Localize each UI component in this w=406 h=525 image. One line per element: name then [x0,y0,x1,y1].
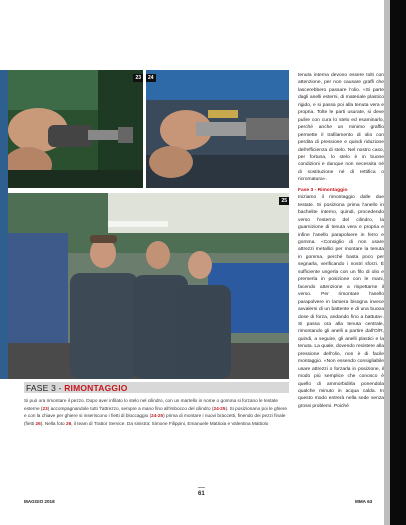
article-column [298,72,384,410]
left-photo-edge [0,70,8,379]
photo-team-image [8,193,289,379]
edge-bar-black [390,0,406,525]
caption-title-emphasis: RIMONTAGGIO [64,383,128,393]
section-subtitle: Fase 3 - Rimontaggio [298,187,348,193]
caption-ref: 23 [42,405,48,411]
caption-text: Si può ora rimontare il pezzo. Dopo aver infilato lo stelo nel cilindro, con un martello in nome o gomma si forzano le testate esterne ( [24,398,279,411]
footer-date: MAGGIO 2018 [24,499,55,504]
photo-team [8,193,289,379]
caption-text: ). Si posizionano poi le ghiere e con la chiave per ghiere si inseriscono i fietti di bloccaggio ( [24,405,288,419]
photo-rod-insertion [146,70,289,188]
caption-title [26,383,128,393]
caption-text: ). Nella foto [40,420,66,426]
caption-text: ) accompagnandole tutti 'l'attrezzo, sempre a mano fino all'imbocco del cilindro ( [47,405,214,411]
caption-text: , il team di Trattor Service. Da sinistra: Simone Filippini, Emanuele Mattioia e Valentina Mattiolo [71,420,269,426]
caption-text: ) prima di montare i nuovi braccetti, finendo dei pezzi finale (fietti [24,413,286,426]
caption-title-prefix: FASE 3 - [26,383,65,393]
caption-ref: 26 [35,420,41,426]
caption-body [24,397,290,427]
photo-rod-insertion-image [146,70,289,188]
article-paragraph: Iniziamo il rimontaggio dalle due testate. Si posiziona prima l'anello in bachelite interno, quindi, procedendo verso l'esterno del cilindro, la guarnizione di tenuta vera e propria e infine l'anello parapolvere in ferro e gomma. «Consiglio di non usare attrezzi metallici per montare la tenuta in gomma, perché basta poco per segnarla, verificando i nostri sforzi. È sufficiente ungerla con un filo di olio e premerla in posizione con le mani, facendo attenzione a rispettarne il verso. Per rimontare l'anello parapolvere in lamiera bisogna invece avvalersi di un battente e di una buona dose di forza, andando fino a battuta». Si passa ora alla tenuta centrale, rimontando gli anelli a partire dall'O/R, quindi, a seguire, gli anelli plastici e la tenuta. La quale, dovendo resistere alla pressione dell'olio, non è di facile montaggio. «Non essendo consigliabile usare attrezzi o forzarla in posizione, il modo più semplice che conosco è quello di ammorbidirla ponendola qualche minuto in acqua calda. In questo modo entrerà nella sede senza grossi problemi. Poiché [298,195,384,409]
caption-ref: 24-25 [151,413,164,419]
article-paragraph: tenuta interna devono essere tolti con attenzione, per non causare graffi che lascerebbero passare l'olio. «Si parte dagli anelli esterni, di materiale plastico rigido, e si passa poi alla tenuta vera e propria. Tolte le parti usurate, si deve pulire con cura lo stelo ed esaminarlo, perché anche un minimo graffio permette il trafilamento di olio con perdita di pressione e quindi riduzione dell'efficienza di stelo. Nel nostro caso, per fortuna, lo stelo è in buone condizioni e dunque non necessita né di sostituzione né di rettifica o ricromatura». [298,73,384,183]
photo-number-24: 24 [148,75,154,81]
photo-number-23: 23 [135,75,141,81]
photo-rod-end [8,70,143,188]
caption-ref: 26 [65,420,72,426]
photo-rod-end-image [8,70,143,188]
footer-magazine: MMA 63 [355,499,373,504]
caption-ref: 24-25 [213,405,226,411]
page-number: 61 [198,487,205,497]
photo-number-25: 25 [281,198,287,204]
